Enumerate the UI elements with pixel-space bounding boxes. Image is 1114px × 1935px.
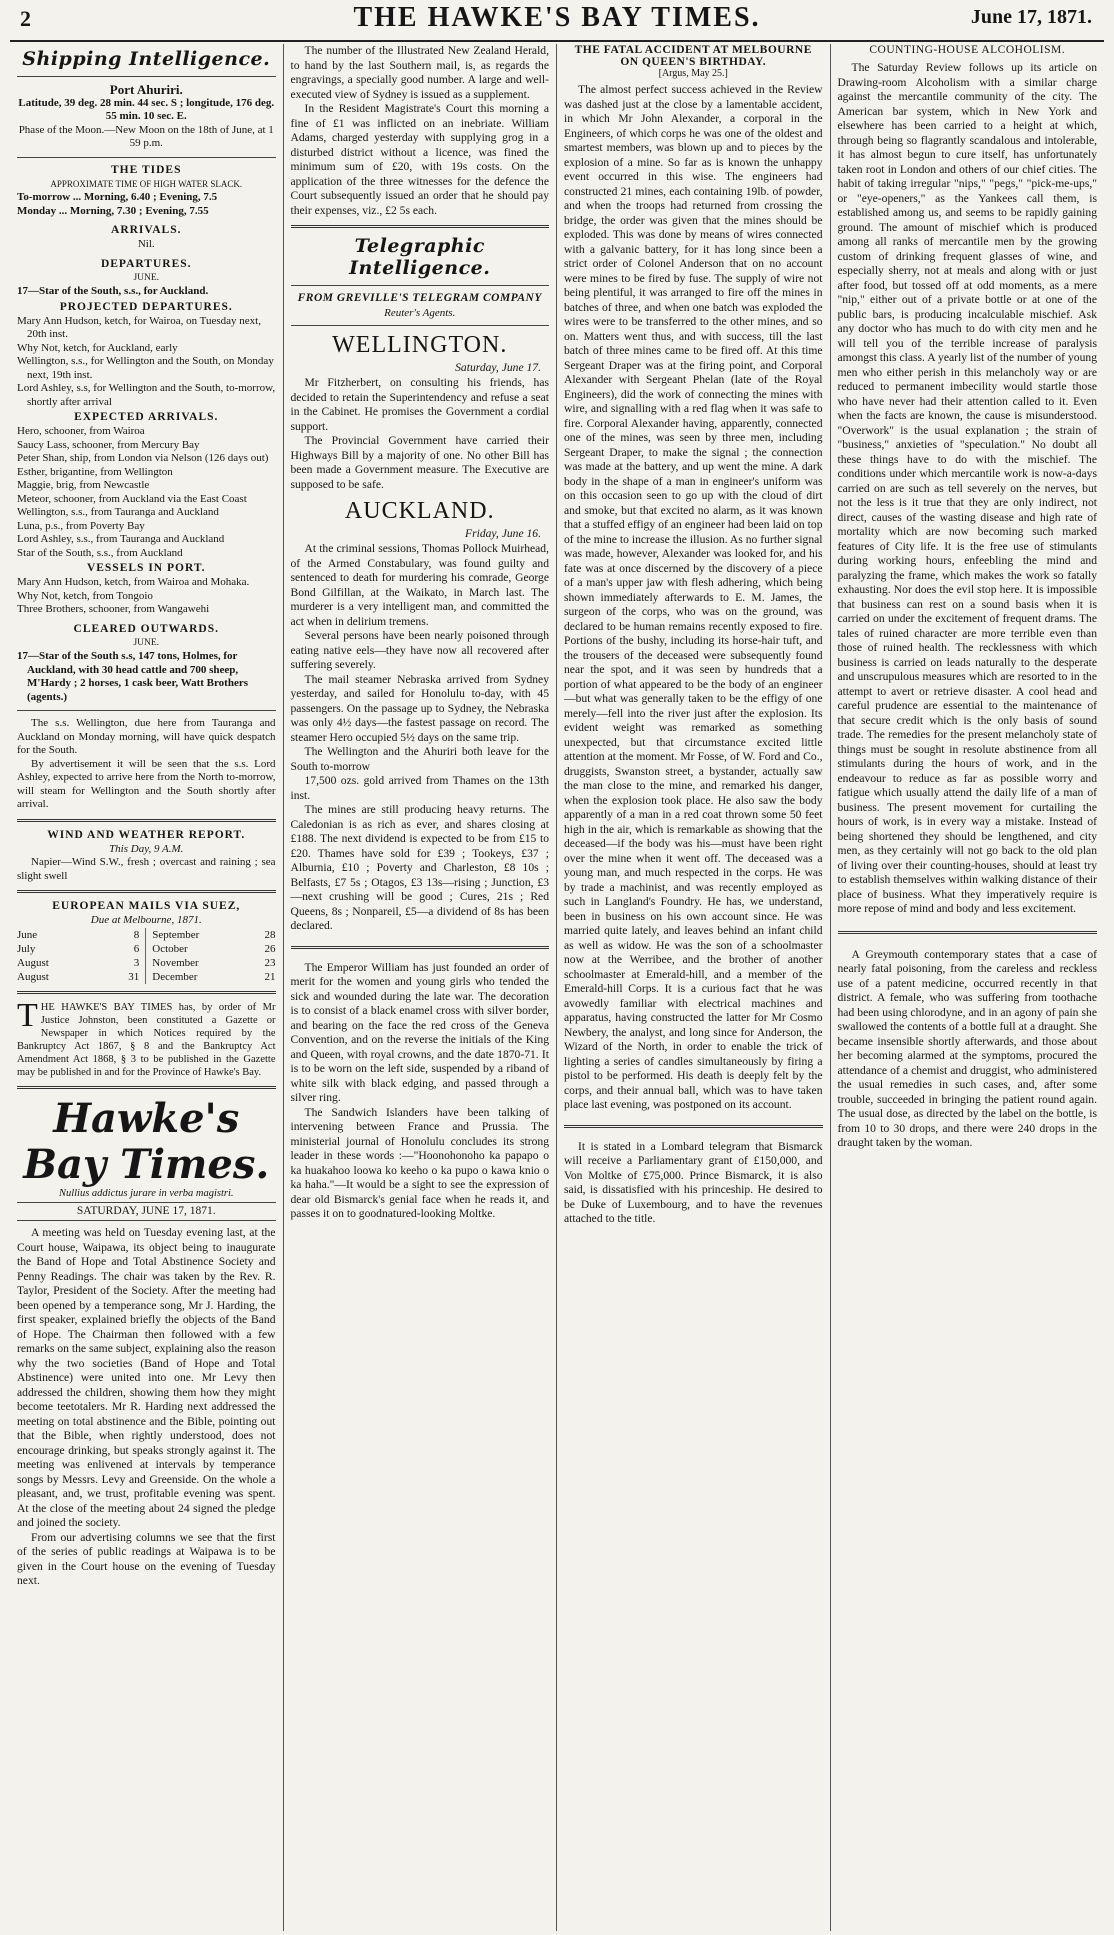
vessels-title: VESSELS IN PORT. — [86, 562, 206, 574]
mail-month: August — [17, 970, 49, 983]
list-item: Maggie, brig, from Newcastle — [17, 479, 150, 491]
paragraph: A Greymouth contemporary states that a case of nearly fatal poisoning, from the careless and reckless use of a patent medicine, occurred recently in that district. A female, who was suffering from toothache had been using chlorodyne, and in an agony of pain she swallowed the contents of a bottle full at a draught. She became insensible shortly afterwards, and those about her becoming alarmed at the symptoms, procured the attendance of a chemist and druggist, who administered the usual remedies in such cases, and, after some trouble, succeeded in bringing the patient round again. The usual dose, as directed by the label on the bottle, is from 10 to 30 drops, and there were 240 drops in the draught taken by the woman. — [837, 947, 1097, 1149]
advert-note: From our advertising columns we see that the first of the series of public readings at Waipawa is to be given in the Court house on the evening of Tuesday next. — [17, 1530, 276, 1587]
list-item: Lord Ashley, s.s., from Tauranga and Auckland — [17, 533, 225, 545]
list-item: Wellington, s.s., from Tauranga and Auckland — [17, 506, 219, 518]
gazette-notice: THE HAWKE'S BAY TIMES has, by order of Mr Justice Johnston, been constituted a Gazette or Newspaper in which Notices required by the Bankruptcy Act 1867, § 8 and the Bankruptcy Act Amendment Act 1868, § 3 to be published in the Gazette may be published in and for the Province of Hawke's Bay. — [17, 996, 276, 1078]
telegraphic-title: Telegraphic Intelligence. — [349, 235, 491, 279]
moon-phase: Phase of the Moon.—New Moon on the 18th of June, at 1 59 p.m. — [18, 123, 274, 149]
list-item: Star of the South, s.s., from Auckland — [17, 546, 183, 559]
mail-row — [152, 928, 275, 942]
vessels-list — [17, 576, 276, 617]
shipping-note: By advertisement it will be seen that the s.s. Lord Ashley, expected to arrive here from the North to-morrow, will steam for Wellington and the South shortly after arrival. — [17, 757, 276, 810]
paragraph: 17,500 ozs. gold arrived from Thames on the 13th inst. — [290, 774, 549, 802]
mail-month: July — [17, 942, 36, 955]
paragraph: The number of the Illustrated New Zealand Herald, to hand by the last Southern mail, is, as regards the engravings, a specially good number. A large and well-executed view of Sydney is issued as a supplement. — [290, 44, 549, 101]
mail-month: October — [152, 942, 188, 955]
tides-list — [17, 191, 276, 218]
mail-row — [152, 942, 275, 956]
masthead — [10, 0, 1104, 42]
paragraph: The mail steamer Nebraska arrived from Sydney yesterday, and sailed for Honolulu to-day, with 45 passengers. On the passage up to Sydney, the Nebraska was only 4½ days—the fastest passage on record. The steamer Hero occupied 5½ days on the same trip. — [290, 672, 549, 744]
telegram-source: FROM GREVILLE'S TELEGRAM COMPANY — [297, 292, 542, 304]
dateline-auckland: AUCKLAND. — [344, 498, 495, 524]
projected-list — [17, 315, 276, 410]
shipping-note: The s.s. Wellington, due here from Tauranga and Auckland on Monday morning, will have quick despatch for the South. — [17, 717, 276, 756]
motto: Nullius addictus jurare in verba magistri. — [58, 1187, 234, 1199]
latlong: Latitude, 39 deg. 28 min. 44 sec. S ; longitude, 176 deg. 55 min. 10 sec. E. — [18, 96, 275, 122]
mail-month: June — [17, 928, 38, 941]
mail-day: 23 — [264, 956, 276, 969]
mail-day: 26 — [264, 942, 276, 955]
cleared-item: 17—Star of the South s.s, 147 tons, Holmes, for Auckland, with 30 head cattle and 700 sheep, M'Hardy ; 2 horses, 1 cask beer, Watt Brothers (agents.) — [17, 650, 249, 703]
list-item: Lord Ashley, s.s, for Wellington and the South, to-morrow, shortly after arrival — [17, 382, 276, 408]
mail-month: August — [17, 956, 49, 969]
shipping-title: Shipping Intelligence. — [22, 48, 271, 70]
list-item: Why Not, ketch, from Tongoio — [17, 589, 153, 602]
list-item: Esther, brigantine, from Wellington — [17, 465, 173, 478]
arrivals-title: ARRIVALS. — [111, 224, 182, 236]
leader-article: A meeting was held on Tuesday evening last, at the Court house, Waipawa, its object being to inaugurate the Band of Hope and Total Abstinence Society and Penny Readings. The chair was taken by the Rev. R. Taylor, President of the Society. After the meeting had been opened by a temperance song, Mr J. Harding, the first speaker, explained briefly the objects of the Band of Hope. The Chairman then followed with a few remarks on the same subject, explaining also the reason why the two societies (Band of Hope and Total Abstinence) were united into one. Mr Levy then addressed the children, showing them how they might become teetotalers. Mr R. Harding next addressed the meeting on total abstinence and the Bible, pointing out that the Bible, when rightly understood, does not encourage drinking, but speaks strongly against it. The meeting was enlivened at intervals by temperance songs by Messrs. Levy and Greenside. On the whole a pleasant, and, we trust, profitable evening was spent. At the close of the meeting about 24 signed the pledge and joined the society. — [17, 1226, 276, 1529]
list-item: Hero, schooner, from Wairoa — [17, 425, 145, 437]
dateline-wellington: WELLINGTON. — [332, 332, 508, 358]
paragraph: Several persons have been nearly poisoned through eating native eels—they have now all recovered after suffering severely. — [290, 629, 549, 671]
mail-day: 8 — [133, 928, 140, 941]
mails-table — [17, 928, 276, 984]
tides-sub: APPROXIMATE TIME OF HIGH WATER SLACK. — [50, 178, 243, 189]
mail-day: 3 — [133, 956, 140, 969]
expected-list — [17, 425, 276, 560]
accident-source: [Argus, May 25.] — [658, 68, 728, 79]
column-3 — [557, 44, 831, 1931]
cleared-month: JUNE. — [133, 637, 160, 648]
departures-month: JUNE. — [133, 272, 160, 283]
tide-row: To-morrow ... Morning, 6.40 ; Evening, 7.5 — [17, 191, 218, 203]
tides-title: THE TIDES — [111, 163, 182, 176]
column-4 — [831, 44, 1105, 1931]
paragraph: The Emperor William has just founded an order of merit for the women and young girls who tended the sick and wounded during the late war. The decoration is to consist of a black enamel cross with silver border, and bearing on the face the red cross of the Geneva Convention, and on the reverse the initials of the King and Queen, with royal crowns, and the date 1870-71. It is to be worn on the left side, suspended by a riband of white silk with black edging, and passed through a silver ring. — [290, 960, 549, 1104]
mail-row — [17, 956, 139, 970]
wind-title: WIND AND WEATHER REPORT. — [47, 828, 246, 841]
paragraph: The Saturday Review follows up its article on Drawing-room Alcoholism with a similar charge against the mercantile community of the city. The American bar system, which in New York and elsewhere has been carried to a height at which, through being so flagrantly scandalous and intolerable, it has almost begun to cure itself, has unfortunately taken root in London and others of our chief cities. The habit of taking irregular "nips," "pegs," "pick-me-ups," or "eye-openers," as the Yankees call them, is established among us, and seems to be rapidly gaining ground. The amount of mischief which is produced among all ranks of mercantile men by the growing custom of drinking frequent glasses of wine, and especially sherry, not at meals and along with or just after food, but tossed off at odd moments, as a mere "nip," either out of a private bottle or at one of the public bars, is producing incalculable mischief. Ask any doctor who has much to do with city men and he will tell you of the terrible increase of paralysis amongst this class. A yearly list of the number of young men who either perish in this melancholy way or are reduced to permanent imbecility would startle those who have never had their attention called to it. Even when the facts are known, the cause is misunderstood. "Overwork" is the usual explanation ; the strain of "business," anxieties of "speculation." No doubt all these things have to do with the mischief. The conditions under which mercantile work is now-a-days carried on are such as tell severely on the nerves, but not the less is it true that they are only indirect, not direct, causes of the wasting disease and high rate of mortality which are now becoming such marked features of City life. It is the free use of stimulants during working hours, enfeebling the mind and paralyzing the frame, which makes the work so fatally exhausting. Nor does the evil stop here. It is impossible that business can rest on a sound basis when it is carried on under the excitement of frequent drams. The tales of ruined character are more terrible even than those of ruined health. The recklessness with which business is carried on leads naturally to the desperate and unscrupulous measures which are resorted to in the attempt to avert or retrieve disaster. A cool head and careful prudence are essential to the maintenance of that secure credit which is the only basis of sound trade. The remedies for the present melancholy state of things must be sought in resolute abstinence from all stimulants during the hours of work, and in the endeavour to reduce as far as possible worry and fatigue which usually attend the daily life of a man of business. The present movement for curtailing the hours of work, is in every way a mistake. Instead of being shortened they should be lengthened, and city men, as they certainly will not go back to the old plan of living over their counting-houses, should at least try to establish themselves within walking distance of their place of business. What they imperatively require is more repose of mind and body and less excitement. — [837, 61, 1097, 915]
page-number: 2 — [20, 6, 31, 31]
list-item: Meteor, schooner, from Auckland via the East Coast — [17, 492, 247, 505]
arrivals-nil: Nil. — [137, 238, 155, 250]
mail-month: December — [152, 970, 198, 983]
wind-text: Napier—Wind S.W., fresh ; overcast and raining ; sea slight swell — [17, 856, 276, 882]
paragraph: The mines are still producing heavy returns. The Caledonian is as rich as ever, and shares closing at £188. The next dividend is expected to be from £15 to £20. Thames have sold for £39 ; Tookeys, £37 ; Alburnia, £10 ; Poverty and Charleston, £8 10s ; Belfasts, £7 5s ; Otagos, £3 13s—rising ; Junction, £3—next crushing will be good ; Cures, 21s ; Red Queens, 8s ; Nonpareil, £5—a dividend of 8s has been declared. — [290, 803, 549, 932]
list-item: Why Not, ketch, for Auckland, early — [17, 341, 178, 354]
mail-day: 31 — [128, 970, 140, 983]
mail-row — [17, 928, 139, 942]
projected-title: PROJECTED DEPARTURES. — [59, 300, 233, 313]
expected-title: EXPECTED ARRIVALS. — [74, 411, 219, 423]
paragraph: The Wellington and the Ahuriri both leave for the South to-morrow — [290, 745, 549, 773]
mail-row — [17, 942, 139, 956]
list-item: Luna, p.s., from Poverty Bay — [17, 519, 145, 532]
mails-sub: Due at Melbourne, 1871. — [90, 914, 202, 926]
list-item: Peter Shan, ship, from London via Nelson (126 days out) — [17, 452, 269, 464]
port-name: Port Ahuriri. — [109, 82, 183, 97]
wind-date: This Day, 9 A.M. — [109, 842, 184, 855]
tide-row: Monday ... Morning, 7.30 ; Evening, 7.55 — [17, 204, 209, 217]
column-2 — [284, 44, 558, 1931]
paragraph: It is stated in a Lombard telegram that Bismarck will receive a Parliamentary grant of £150,000, and Von Moltke of £75,000. Prince Bismarck, it is also said, is dissatisfied with his princeship. He desired to be Duke of Luxembourg, and to have the revenues attached to the title. — [564, 1139, 823, 1225]
mail-month: September — [152, 928, 200, 941]
paragraph: Mr Fitzherbert, on consulting his friends, has decided to retain the Superintendency and refuse a seat in the Cabinet. He promises the Government a cordial support. — [290, 376, 549, 433]
mail-day: 28 — [264, 928, 276, 941]
paragraph: The Sandwich Islanders have been talking of intervening between France and Prussia. The ministerial journal of Honolulu concludes its strong leader in these words :—"Hoonohonoho ka papapo o ka huakahoo loowa ko keeho o ka pupo o kawa knio o ka haha."—It would be a sight to see the expression of dear old Bismarck's genial face when he reads it, and passes it on to goodnatured-looking Moltke. — [290, 1105, 549, 1220]
list-item: Three Brothers, schooner, from Wangawehi — [17, 603, 210, 615]
date-wellington: Saturday, June 17. — [455, 361, 541, 374]
date-auckland: Friday, June 16. — [465, 527, 541, 540]
column-1 — [10, 44, 284, 1931]
list-item: Mary Ann Hudson, ketch, for Wairoa, on Tuesday next, 20th inst. — [17, 314, 261, 340]
paragraph: The almost perfect success achieved in the Review was dashed just at the close by a lamentable accident, in which Mr John Alexander, a corporal in the Engineers, of which corps he was one of the oldest and smartest members, was blown up and to pieces by the explosion of a mine. So far as is known the unhappy event occurred in this wise. The engineers had constructed 21 mines, each containing 19lb. of powder, and when the troops had returned from crossing the bridge, the order was given that the mines should be exploded. This was done by means of wires connected with a galvanic battery, for it has long since been a strict order of Colonel Anderson that on no account were mines to be fired by fuse. The supply of wire not being plentiful, it was arranged to fire off the mines in batches of three, and when one batch was exploded the wires were to be transferred to the other mines, and so on. Matters went thus, and with success, till the last batch of three mines came to be fired off. At this time Sergeant Draper was at the firing point, and Corporal Alexander with Sergeant Phelan (late of the Royal Engineers), did the work of connecting the mines with wire, and signalling with a red flag when it was safe to fire. Corporal Alexander having, apparently, connected one of the mines, was seen by three men, including Sergeant Draper, to make the signal ; the connection was made at the battery, and up went the mine. A dark body in the shape of a man in engineer's uniform was on this occasion seen to go up with the cloud of dirt and smoke, but that excited no alarm, as it was known that a stuffed effigy of an engineer had been laid on top of the mine to increase the illusion. As no further signal was made, however, Alexander was looked for, and his fate was at once discerned by the discovery of a piece of a man's upper jaw with flesh adhering, which being shown immediately afterwards to E. M. James, the surgeon of the corps, who was on the ground, was declared to be human remains recently exposed to fire. Portions of the bushy, including its horse-hair tuft, and the trousers of the deceased were subsequently found near the spot, and it was seen by hundreds that a portion of what appeared to be the body of an engineer—but what was generally taken to be the effigy of one merely—fell into the river just after the explosion. Its evident weight was remarked as something unexpected, but that circumstance excited little attention at the moment. Mr Fosse, of W. Ford and Co., druggists, Swanston street, a bystander, actually saw the man close to the mine, and remarked his danger, when the explosion took place. He also saw the body apparently of a man in a red coat thrown some 50 feet high in the air, which is remarkable as showing that the deceased—if the body was his—must have been right over the mine when it went off. The deceased was a young man, and much respected in the corps. He was by trade a machinist, and was recently employed as such in Langland's Foundry. He has, we understand, been in business on his own account since. He was married quite lately, and leaves behind an infant child as well as widow. He was the son of a schoolmaster now at the Werribee, and the brother of another schoolmaster at Emerald-hill, and a member of the Emerald-hill Corps. It is a curious fact that he was avowedly familiar with electrical machines and apparatus, having constructed the latter for Mr Cosmo Newbery, the analyst, and long since for Anderson, the Wizard of the North, in order to enable the trick of lighting a series of candles simultaneously by firing a pistol to be performed. His death is deeply felt by the corps, and their annual ball, which was to have taken place last evening, was postponed on its account. — [564, 83, 823, 1111]
mail-month: November — [152, 956, 199, 969]
newspaper-title: THE HAWKE'S BAY TIMES. — [353, 2, 761, 33]
mail-row — [152, 956, 275, 970]
telegram-agents: Reuter's Agents. — [384, 307, 456, 319]
list-item: Wellington, s.s., for Wellington and the South, on Monday next, 19th inst. — [17, 355, 274, 381]
issue-date: SATURDAY, JUNE 17, 1871. — [76, 1204, 216, 1217]
cleared-title: CLEARED OUTWARDS. — [73, 622, 219, 635]
list-item: Mary Ann Hudson, ketch, from Wairoa and Mohaka. — [17, 576, 250, 588]
mail-row — [17, 970, 139, 984]
departures-title: DEPARTURES. — [100, 257, 192, 270]
mail-row — [152, 970, 275, 984]
issue-date-header: June 17, 1871. — [970, 6, 1092, 28]
accident-title: THE FATAL ACCIDENT AT MELBOURNE ON QUEEN'S BIRTHDAY. — [574, 44, 812, 68]
paragraph: In the Resident Magistrate's Court this morning a fine of £1 was inflicted on an inebriate. William Adams, charged yesterday with supplying grog in a disturbed district without a licence, was fined the minimum sum of £20, with 19s costs. On the application of the three witnesses for the defence the Court subsequently issued an order that he should pay their expenses, viz., £2 5s each. — [290, 102, 549, 217]
departure-item: 17—Star of the South, s.s., for Auckland. — [17, 285, 209, 297]
editorial-masthead: Hawke's Bay Times. — [23, 1094, 270, 1188]
mails-title: EUROPEAN MAILS VIA SUEZ, — [52, 900, 241, 912]
alcoholism-title: COUNTING-HOUSE ALCOHOLISM. — [869, 44, 1066, 56]
list-item: Saucy Lass, schooner, from Mercury Bay — [17, 438, 200, 451]
paragraph: At the criminal sessions, Thomas Pollock Muirhead, of the Armed Constabulary, was found guilty and sentenced to death for murdering his comrade, George Bond Gilfillan, at the Waikato, in March last. The murderer is a very intelligent man, and committed the act when in delirium tremens. — [290, 542, 549, 628]
mail-day: 21 — [264, 970, 276, 983]
paragraph: The Provincial Government have carried their Highways Bill by a majority of one. No other Bill has been made a Government measure. The Executive are supposed to be safe. — [290, 434, 549, 491]
mail-day: 6 — [133, 942, 140, 955]
